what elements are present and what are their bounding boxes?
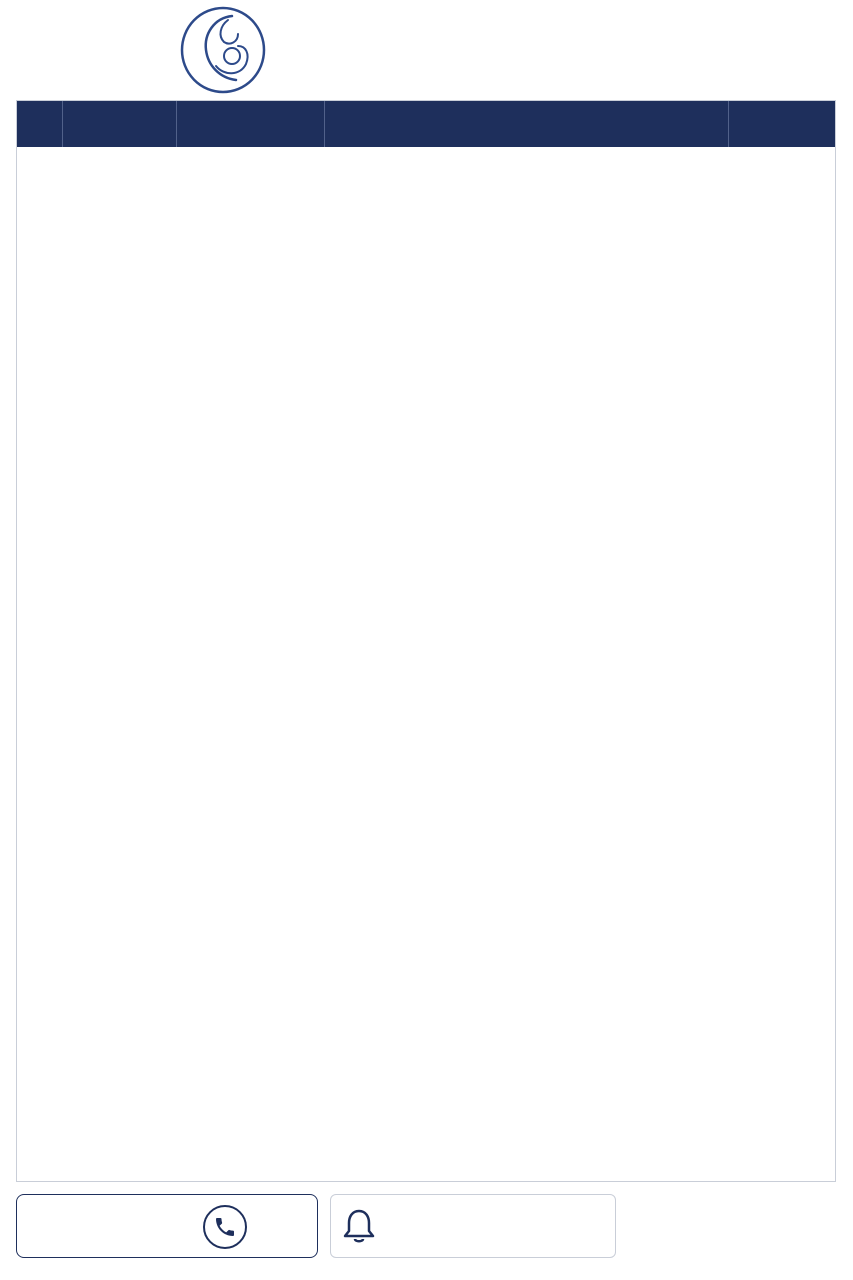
table-header <box>17 101 835 147</box>
activation-box <box>16 1194 318 1258</box>
instructions-ar-box <box>330 1194 616 1258</box>
header-no <box>17 101 63 147</box>
phone-icon <box>203 1205 247 1249</box>
instructions-en-box <box>628 1196 838 1260</box>
header-emergency <box>325 101 729 147</box>
bell-icon <box>341 1207 377 1245</box>
mother-child-logo-icon <box>180 6 266 94</box>
emergency-codes-table <box>16 100 836 1182</box>
header <box>0 0 853 100</box>
header-colour <box>63 101 177 147</box>
header-level <box>729 101 835 147</box>
header-description <box>177 101 325 147</box>
